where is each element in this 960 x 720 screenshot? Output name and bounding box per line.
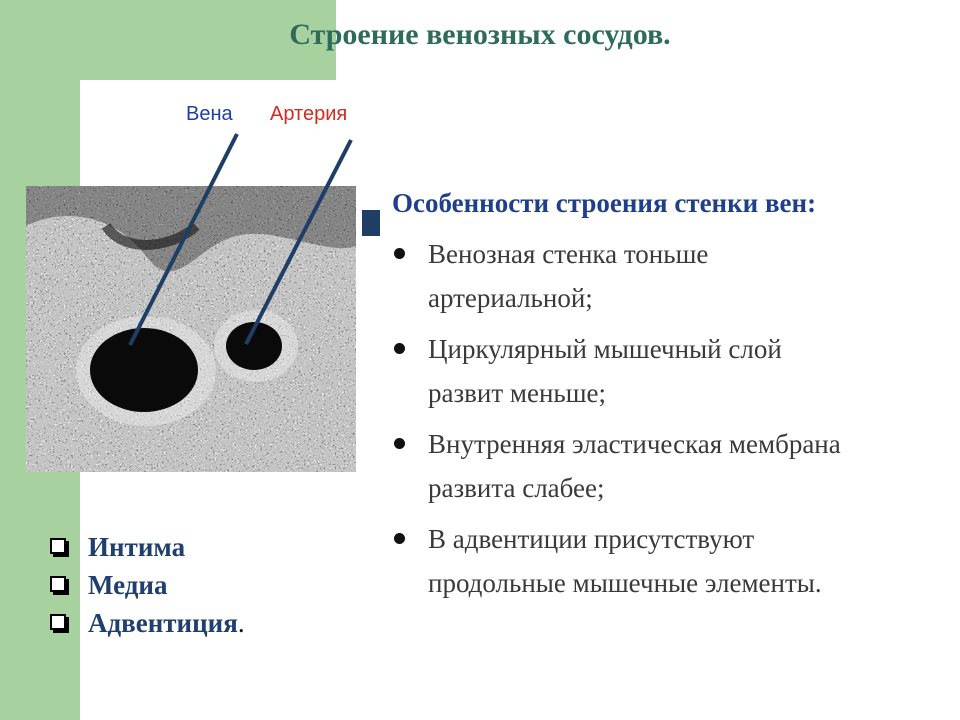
feature-line: Циркулярный мышечный слой <box>428 334 782 364</box>
checkbox-icon <box>50 576 66 592</box>
feature-line: В адвентиции присутствуют <box>428 524 755 554</box>
bullet-icon <box>394 533 405 544</box>
list-item <box>394 232 934 320</box>
feature-line: Венозная стенка тоньше <box>428 239 709 269</box>
list-item <box>394 517 934 605</box>
layer-label: Адвентиция <box>88 608 238 638</box>
features-list <box>394 232 934 612</box>
artery-label: Артерия <box>270 103 348 125</box>
slide-title: Строение венозных сосудов. <box>289 18 671 51</box>
layer-intima <box>46 528 245 566</box>
bullet-icon <box>394 343 405 354</box>
layer-suffix: . <box>237 608 245 638</box>
list-item <box>394 422 934 510</box>
checkbox-icon <box>50 614 66 630</box>
features-heading: Особенности строения стенки вен: <box>392 188 817 218</box>
bullet-icon <box>394 248 405 259</box>
layer-adventitia <box>46 604 245 642</box>
checkbox-icon <box>50 538 66 554</box>
layer-label: Интима <box>88 532 186 562</box>
background-corner <box>80 80 160 160</box>
layer-media <box>46 566 245 604</box>
feature-line: Внутренняя эластическая мембрана <box>428 429 841 459</box>
square-bullet-icon <box>362 210 380 236</box>
bullet-icon <box>394 438 405 449</box>
vessel-micrograph <box>26 186 356 472</box>
vessel-layers-list <box>46 528 245 642</box>
feature-line: развит меньше; <box>428 378 607 408</box>
layer-label: Медиа <box>88 570 168 600</box>
feature-line: артериальной; <box>428 283 593 313</box>
feature-line: продольные мышечные элементы. <box>428 568 822 598</box>
vein-label: Вена <box>186 103 233 125</box>
list-item <box>394 327 934 415</box>
feature-line: развита слабее; <box>428 473 605 503</box>
